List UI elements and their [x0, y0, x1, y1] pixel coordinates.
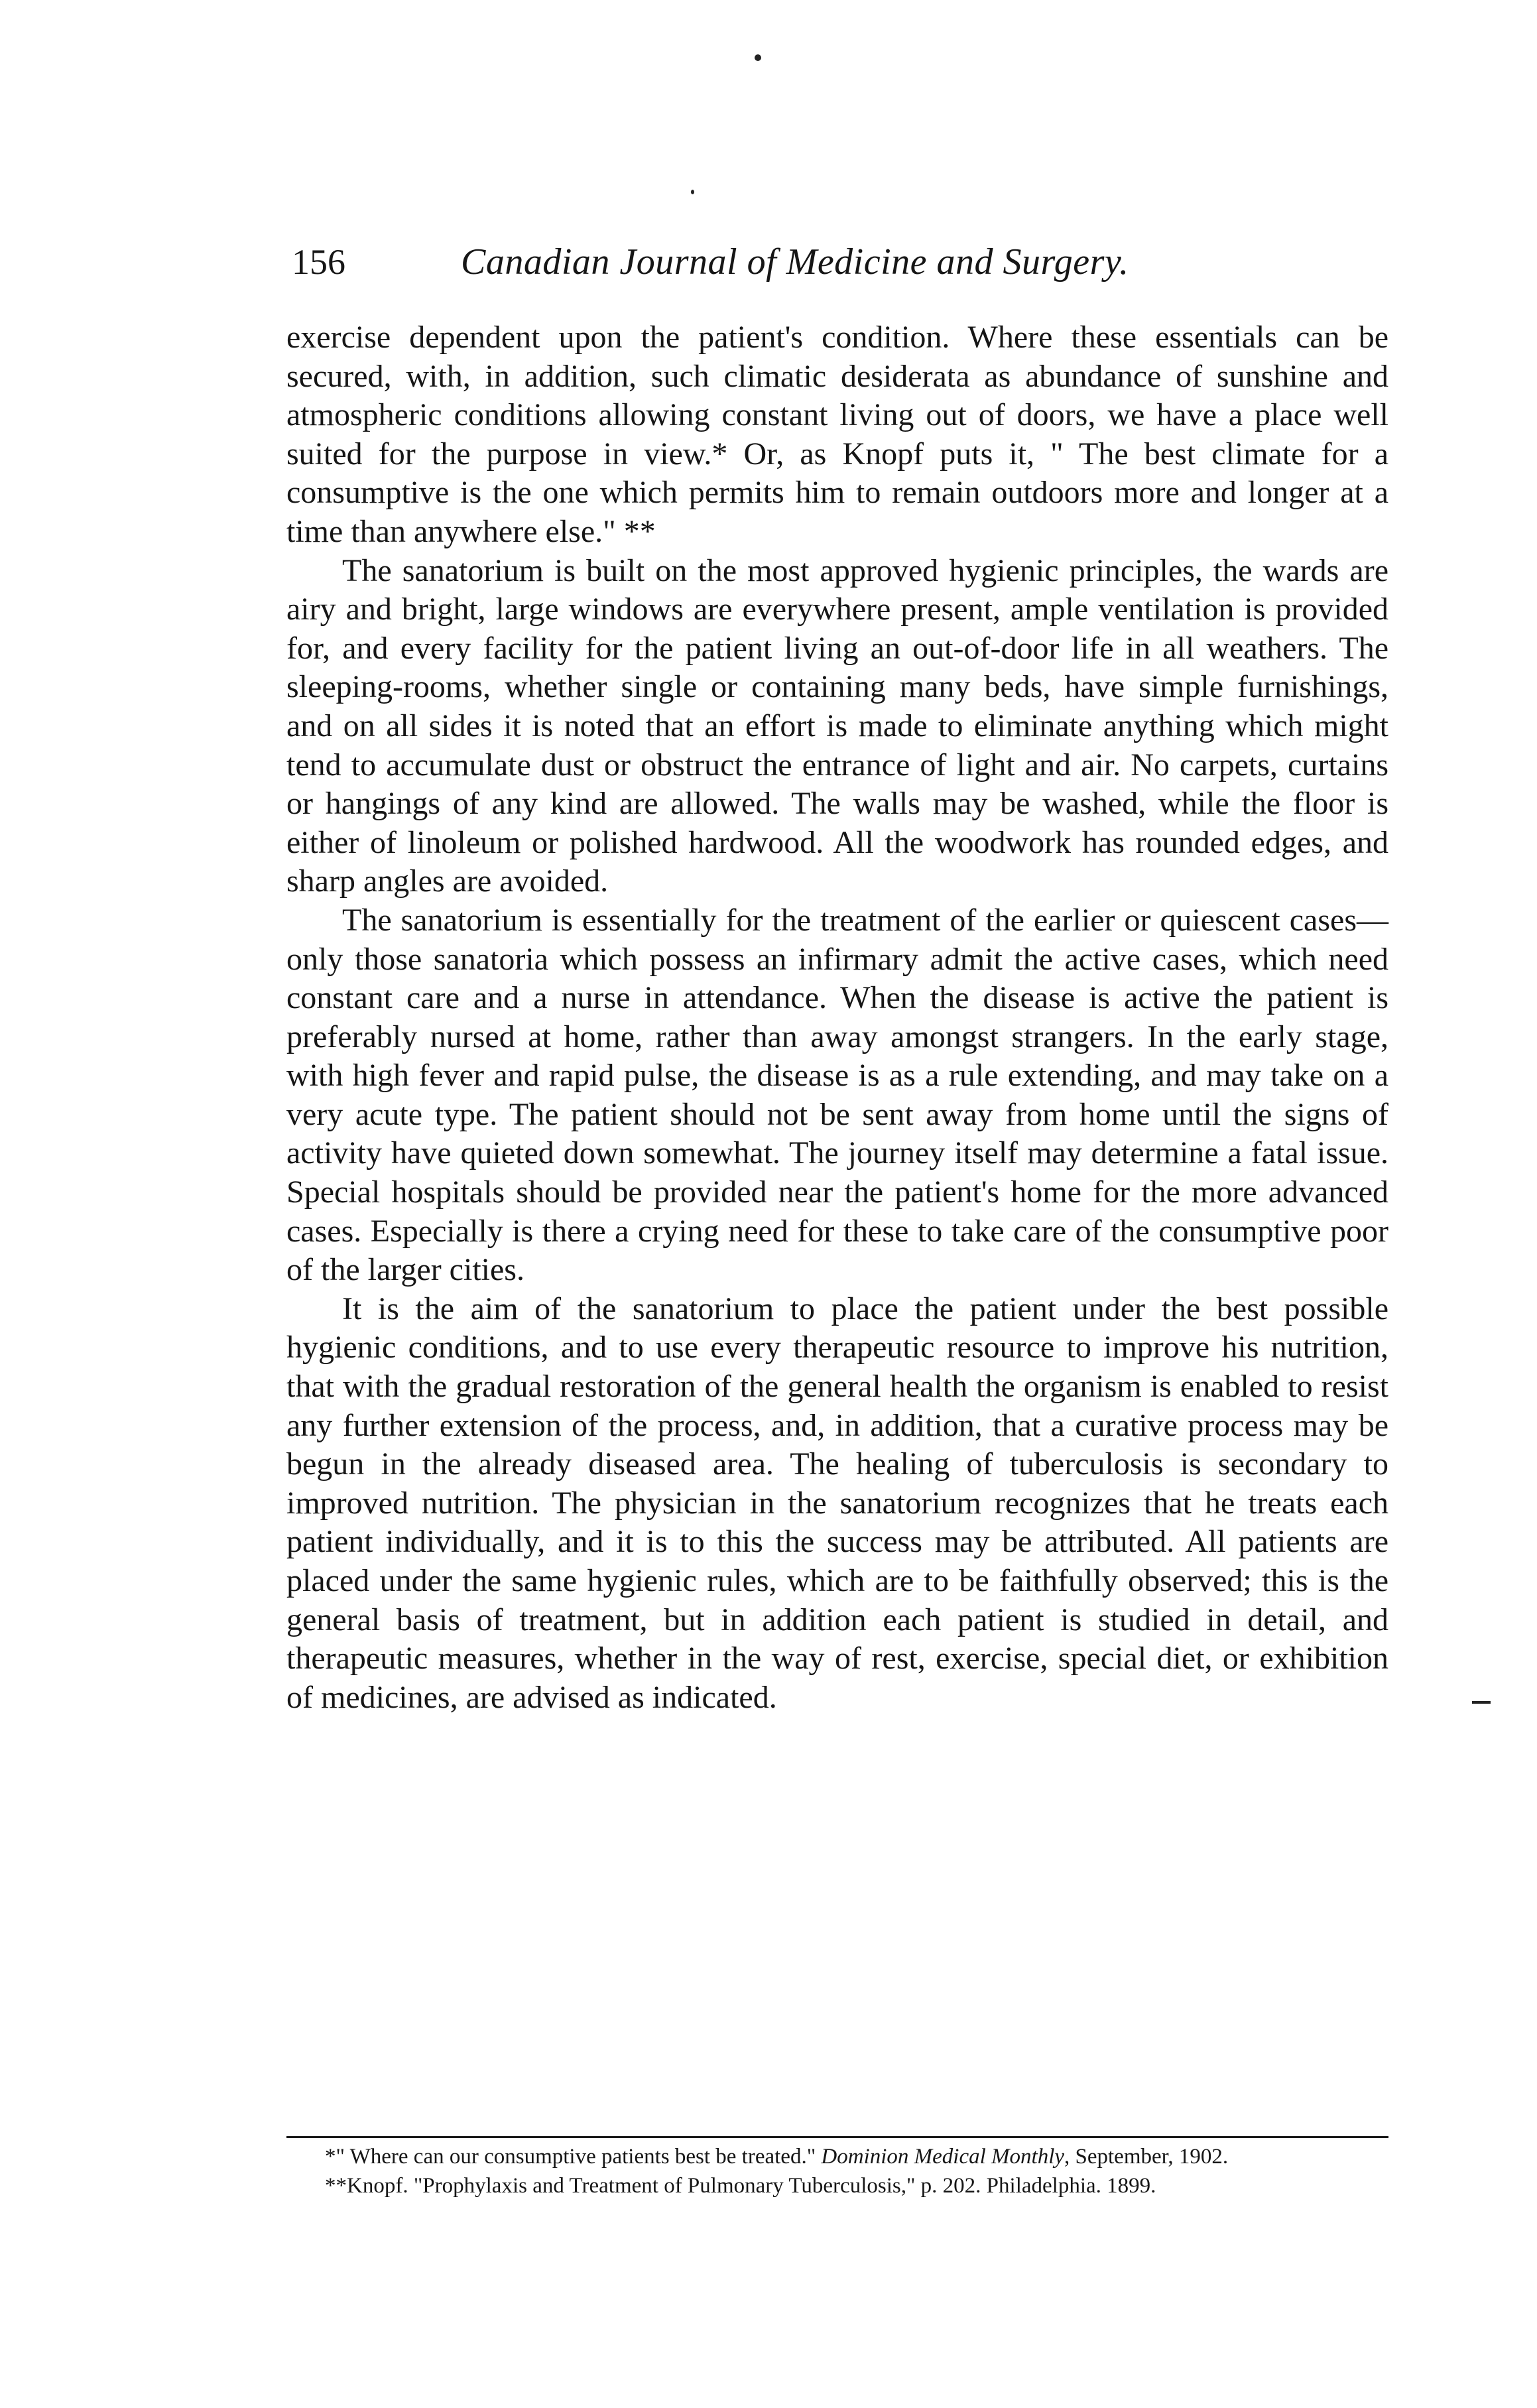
print-speck — [691, 190, 694, 194]
print-speck — [755, 54, 761, 61]
running-title: Canadian Journal of Medicine and Surgery. — [461, 241, 1129, 283]
paragraph-4: It is the aim of the sanatorium to place the patient under the best possible hygienic conditions, and to use every therapeutic resource to improve his nutrition, that with the gradual restoration of the general health the organism is enabled to resist any further extension of the process, and, in addition, that a curative process may be begun in the already diseased area. The healing of tuberculosis is secondary to improved nutrition. The physician in the sanatorium recognizes that he treats each patient individually, and it is to this the success may be attributed. All patients are placed under the same hygienic rules, which are to be faithfully observed; this is the general basis of treatment, but in addition each patient is studied in detail, and therapeutic measures, whether in the way of rest, exercise, special diet, or exhibition of medicines, are advised as indicated. — [286, 1291, 1388, 1715]
footnote-1-journal: Dominion Medical Monthly — [821, 2145, 1065, 2169]
paragraph-2: The sanatorium is built on the most approved hygienic principles, the wards are airy and bright, large windows are everywhere present, ample ventilation is provided for, and every facility for the patient living an out-of-door life in all weathers. The sleeping-rooms, whether single or containing many beds, have simple furnishings, and on all sides it is noted that an effort is made to eliminate anything which might tend to accumulate dust or obstruct the entrance of light and air. No carpets, curtains or hangings of any kind are allowed. The walls may be washed, while the floor is either of linoleum or polished hardwood. All the woodwork has rounded edges, and sharp angles are avoided. — [286, 552, 1388, 899]
footnotes — [286, 2143, 1388, 2202]
paragraph-3: The sanatorium is essentially for the treatment of the earlier or quiescent cases—only those sanatoria which possess an infirmary admit the active cases, which need constant care and a nurse in attendance. When the disease is active the patient is preferably nursed at home, rather than away amongst strangers. In the early stage, with high fever and rapid pulse, the disease is as a rule extending, and may take on a very acute type. The patient should not be sent away from home until the signs of activity have quieted down somewhat. The journey itself may determine a fatal issue. Special hospitals should be provided near the patient's home for the more advanced cases. Especially is there a crying need for these to take care of the consumptive poor of the larger cities. — [286, 902, 1388, 1288]
footnote-1 — [286, 2143, 1388, 2170]
footnote-1-date: , September, 1902. — [1064, 2145, 1229, 2169]
page-header — [292, 235, 1392, 288]
footnote-2: **Knopf. "Prophylaxis and Treatment of Pulmonary Tuberculosis," p. 202. Philadelphia. 1899. — [325, 2174, 1156, 2198]
footnote-divider — [286, 2136, 1388, 2138]
paragraph-1: exercise dependent upon the patient's condition. Where these essentials can be secured, with, in addition, such climatic desiderata as abundance of sunshine and atmospheric conditions allowing constant living out of doors, we have a place well suited for the purpose in view.* Or, as Knopf puts it, " The best climate for a consumptive is the one which permits him to remain outdoors more and longer at a time than anywhere else." ** — [286, 320, 1388, 549]
margin-mark — [1472, 1701, 1491, 1704]
article-body — [286, 318, 1388, 1717]
footnote-1-text: *" Where can our consumptive patients best be treated." — [325, 2145, 822, 2169]
page-number: 156 — [292, 242, 345, 282]
